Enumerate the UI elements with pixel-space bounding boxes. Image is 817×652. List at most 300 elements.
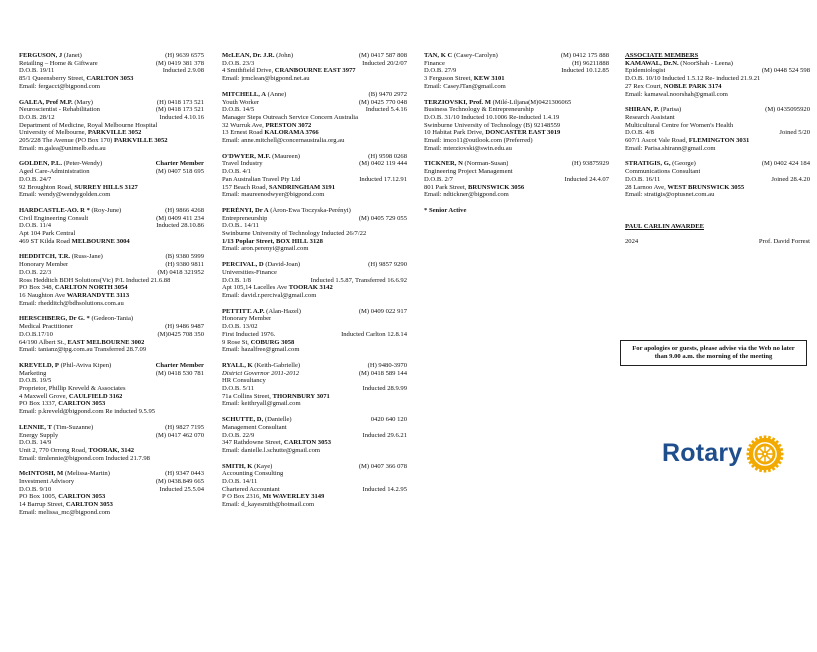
member-line-left xyxy=(222,439,331,447)
member-line-left xyxy=(222,106,254,114)
member-entry xyxy=(222,207,407,253)
member-partner: (Norman-Susan) xyxy=(464,160,509,168)
member-partner: (George) xyxy=(672,160,696,168)
member-line-text: 27 Rex Court, xyxy=(625,82,664,90)
member-entry xyxy=(19,99,204,153)
member-street: 16 Naughton Ave xyxy=(19,291,67,299)
member-header xyxy=(19,52,204,60)
member-email: Email: david.r.percival@gmail.com xyxy=(222,291,317,299)
member-line-text: Neuroscientist - Rehabilitation xyxy=(19,106,100,114)
member-header xyxy=(19,315,204,323)
member-address xyxy=(222,184,407,192)
member-line-right: Inducted 10.12.85 xyxy=(561,67,609,75)
member-line-text: D.O.B. 9/10 xyxy=(19,485,52,493)
member-line-left xyxy=(19,230,75,238)
member-phone: (M) 0407 366 078 xyxy=(358,462,407,470)
rotary-wordmark: Rotary xyxy=(662,439,743,468)
member-name: HEDDITCH, T.R. xyxy=(19,253,71,261)
member-line xyxy=(19,393,204,401)
member-header xyxy=(222,52,407,60)
member-email: Email: Parisa.shirann@gmail.com xyxy=(625,144,716,152)
member-phone: (B) 9470 2972 xyxy=(368,90,407,98)
member-address xyxy=(222,67,407,75)
member-street: 71a Collins Street, xyxy=(222,392,273,400)
member-name-wrap xyxy=(424,160,508,168)
member-line-text: D.O.B. 22/3 xyxy=(19,268,52,276)
member-email: Email: melissa_mc@bigpond.com xyxy=(19,508,111,516)
member-line xyxy=(222,176,407,184)
member-line-suburb: PARKVILLE 3052 xyxy=(87,129,142,137)
member-name: FERGUSON, J xyxy=(19,52,63,59)
member-phone: (M) 0402 424 184 xyxy=(761,160,810,168)
member-name-wrap xyxy=(625,106,681,114)
member-address xyxy=(19,292,204,300)
member-line-text: Marketing xyxy=(19,369,47,377)
member-street: 1/13 Poplar Street, xyxy=(222,237,276,245)
member-line-left xyxy=(222,284,333,292)
member-email: Email: timlennie@bigpond.com Inducted 21.7.98 xyxy=(19,454,150,462)
member-line-text: Accounting Consulting xyxy=(222,470,284,478)
member-line xyxy=(222,99,407,107)
member-suburb: COBURG 3058 xyxy=(250,338,295,346)
member-entry xyxy=(222,362,407,408)
member-partner: (Mary) xyxy=(74,98,94,106)
member-name-wrap xyxy=(625,160,696,168)
member-line-left xyxy=(19,168,90,176)
member-line xyxy=(19,60,204,68)
member-partner: (Anne) xyxy=(267,90,287,98)
member-partner: (Milé-Liljana(M)0421306065 xyxy=(492,98,572,106)
member-line-left xyxy=(222,493,324,501)
member-line-left xyxy=(222,432,254,440)
member-entry xyxy=(625,106,810,152)
member-phone: (H) 9857 9290 xyxy=(368,261,407,269)
member-line-text: D.O.B. 16/11 xyxy=(625,175,661,183)
member-line-left xyxy=(222,385,254,393)
member-line-right: (M) 0425 770 048 xyxy=(358,98,407,106)
member-email: Email: imco11@outlook.com (Preferred) xyxy=(424,137,533,145)
member-entry xyxy=(222,416,407,455)
member-line-left xyxy=(19,67,54,75)
member-line-left xyxy=(19,176,51,184)
member-line-text: Civil Engineering Consult xyxy=(19,214,89,222)
member-phone: (B) 9380 5999 xyxy=(165,253,204,261)
member-entry xyxy=(222,153,407,199)
member-line-right: Inducted 17.12.91 xyxy=(359,175,407,183)
member-line xyxy=(222,222,407,230)
member-line xyxy=(19,215,204,223)
member-line xyxy=(19,339,204,347)
member-street: 10 Habitat Park Drive, xyxy=(424,129,486,137)
member-line-left xyxy=(19,432,58,440)
member-line-text: Epidemiologist xyxy=(625,67,666,75)
member-email: Email: CaseyJTan@gmail.com xyxy=(424,82,506,90)
member-line-left xyxy=(424,168,513,176)
member-line-text: Energy Supply xyxy=(19,431,59,439)
member-line-text: Apt 105,14 Lacelles Ave xyxy=(222,284,289,292)
member-line xyxy=(424,67,609,75)
member-line-suburb: EAST MELBOURNE 3002 xyxy=(67,338,145,346)
member-line-suburb: TOORAK 3142 xyxy=(288,284,333,292)
member-partner: (Roy-June) xyxy=(91,206,122,214)
member-line-left xyxy=(222,424,287,432)
member-line-left xyxy=(19,122,157,130)
member-name: KREVELD, P xyxy=(19,361,59,369)
member-line-text: D.O.B. 27/9 xyxy=(424,67,457,75)
member-line xyxy=(19,277,204,285)
member-line-left xyxy=(19,215,88,223)
member-suburb: CARLTON 3053 xyxy=(58,400,106,408)
member-line-text: Research Assistant xyxy=(625,113,675,121)
member-line-right: Inducted 20/2/07 xyxy=(362,59,407,67)
member-name-wrap xyxy=(19,470,110,478)
member-line-text: Multicultural Centre for Women's Health xyxy=(625,121,734,129)
member-email: Email: d_kayesmith@hotmail.com xyxy=(222,501,315,509)
member-email: Email: rhedditch@bdhsolutions.com.au xyxy=(19,299,124,307)
member-line-right: (M) 0405 729 055 xyxy=(358,214,407,222)
member-line xyxy=(222,470,407,478)
member-line-left xyxy=(222,99,259,107)
member-line xyxy=(19,269,204,277)
member-address xyxy=(424,75,609,83)
member-line-left xyxy=(424,122,560,130)
member-line xyxy=(19,176,204,184)
member-entry xyxy=(625,60,810,99)
member-email: Email: keithryall@gmail.com xyxy=(222,400,301,408)
member-line-text: D.O.B. 28/12 xyxy=(19,113,55,121)
member-address xyxy=(19,184,204,192)
member-line xyxy=(625,168,810,176)
member-line-text: PO Box 348, xyxy=(19,284,55,292)
member-line-right: Inducted 24.4.07 xyxy=(564,175,609,183)
member-name-wrap xyxy=(222,416,292,424)
member-line-left xyxy=(19,331,53,339)
member-line-left xyxy=(424,114,559,122)
member-name: KAMAWAL, Dr.N. xyxy=(625,59,679,67)
member-partner: (Alan-Hazel) xyxy=(266,307,301,315)
member-line-text: Honorary Member xyxy=(222,315,272,323)
member-line xyxy=(424,114,609,122)
member-line xyxy=(222,377,407,385)
member-name: STRATIGIS, G, xyxy=(625,160,671,168)
member-line-text: 64/190 Albert St., xyxy=(19,338,68,346)
member-line-suburb: PRESTON 3072 xyxy=(265,121,312,129)
member-line xyxy=(424,168,609,176)
member-line xyxy=(625,75,810,83)
member-line-text: Engineering Project Management xyxy=(424,168,513,176)
member-line xyxy=(222,486,407,494)
member-line-left xyxy=(424,60,445,68)
member-line-text: Chartered Accountant xyxy=(222,485,280,493)
member-line xyxy=(625,129,810,137)
member-line-left xyxy=(222,122,311,130)
member-line-text: D.O.B. 14/5 xyxy=(222,106,255,114)
member-partner: (Melissa-Martin) xyxy=(64,470,110,478)
member-line-text: Communications Consultant xyxy=(625,168,701,176)
member-entry xyxy=(222,91,407,145)
member-name-wrap xyxy=(222,463,272,471)
member-line-text: D.O.B. 24/7 xyxy=(19,175,52,183)
member-header xyxy=(19,99,204,107)
member-line-text: D.O.B. 2/7 xyxy=(424,175,453,183)
member-line-text: District Governor 2011-2012 xyxy=(222,369,300,377)
member-line-text: Proprietor, Phillip Kreveld & Associates xyxy=(19,385,126,393)
member-header xyxy=(19,160,204,168)
member-line xyxy=(19,129,204,137)
member-suburb: CARLTON 3053 xyxy=(86,75,134,83)
member-street: 85/1 Queensberry Street, xyxy=(19,75,87,83)
member-line-text: D.O.B. 23/3 xyxy=(222,59,255,67)
member-partner: (Janet) xyxy=(63,52,82,59)
member-suburb: KEW 3101 xyxy=(473,75,505,83)
member-line-text: Pan Australian Travel Pty Ltd xyxy=(222,175,301,183)
member-line xyxy=(222,432,407,440)
member-line-left xyxy=(222,160,263,168)
member-line xyxy=(222,168,407,176)
rotary-logo xyxy=(662,435,784,473)
member-line xyxy=(19,377,204,385)
member-line-left xyxy=(222,486,280,494)
member-line-right: (M) 0409 411 234 xyxy=(156,214,204,222)
member-phone: (H) 93875929 xyxy=(571,160,609,168)
member-suburb: CARLTON 3053 xyxy=(65,501,113,509)
member-suburb: CRANBOURNE EAST 3977 xyxy=(274,67,356,75)
member-suburb: WARRANDYTE 3113 xyxy=(66,291,130,299)
member-line xyxy=(222,122,407,130)
member-line-right: Inducted 25.5.04 xyxy=(159,485,204,493)
member-line xyxy=(19,439,204,447)
member-phone: Charter Member xyxy=(155,160,204,168)
member-line xyxy=(19,168,204,176)
member-header xyxy=(222,362,407,370)
member-line-right: (M) 0418 173 521 xyxy=(155,106,204,114)
member-phone: (H) 0418 173 521 xyxy=(156,98,204,106)
member-line-left xyxy=(19,129,141,137)
member-line-text: D.O.B.17/10 xyxy=(19,330,53,338)
member-name-wrap xyxy=(222,52,293,60)
member-line-left xyxy=(222,230,366,238)
member-entry xyxy=(19,207,204,246)
member-partner: (Maureen) xyxy=(272,152,300,160)
member-line xyxy=(625,122,810,130)
member-line-text: D.O.B. 13/02 xyxy=(222,323,258,331)
member-entry xyxy=(222,261,407,300)
member-partner: (Casey-Carolyn) xyxy=(453,52,498,59)
member-suburb: BOX HILL 3128 xyxy=(275,237,323,245)
member-line xyxy=(625,83,810,91)
member-suburb: DONCASTER EAST 3019 xyxy=(485,129,561,137)
member-line xyxy=(222,277,407,285)
member-line-text: Investment Advisory xyxy=(19,478,75,486)
member-line-text: D.O.B. 11/4 xyxy=(19,222,51,230)
member-line xyxy=(222,114,407,122)
member-name: O'DWYER, M.F. xyxy=(222,152,271,160)
member-line-left xyxy=(625,137,749,145)
member-line xyxy=(19,493,204,501)
member-name: McINTOSH, M xyxy=(19,470,64,478)
member-name-wrap xyxy=(222,362,300,370)
member-line-right: (M) 0438.849 665 xyxy=(155,478,204,486)
member-line-text: D.O.B. 14/9 xyxy=(19,439,52,447)
member-name-wrap xyxy=(19,160,102,168)
member-line-left xyxy=(424,67,456,75)
member-line-right: Joined 5/20 xyxy=(779,129,810,137)
awardee-heading: PAUL CARLIN AWARDEE xyxy=(625,222,705,230)
member-header xyxy=(625,106,810,114)
member-name-wrap xyxy=(19,99,93,107)
member-name-wrap xyxy=(222,207,351,215)
member-line-text: First Inducted 1976. xyxy=(222,330,276,338)
member-entry xyxy=(222,308,407,354)
member-name-wrap xyxy=(424,99,571,107)
member-email: Email: mterziovski@swin.edu.au xyxy=(424,144,512,152)
member-line-right: (M) 0407 518 695 xyxy=(155,168,204,176)
member-line-left xyxy=(625,122,733,130)
member-line-right: (M) 0418 530 781 xyxy=(155,369,204,377)
member-street: Unit 2, 770 Orrong Road, xyxy=(19,446,89,454)
member-header xyxy=(424,52,609,60)
member-line-left xyxy=(424,106,534,114)
member-line xyxy=(222,370,407,378)
member-line-left xyxy=(19,277,170,285)
member-line-left xyxy=(19,385,126,393)
member-header xyxy=(222,416,407,424)
member-line-text: 32 Wurruk Ave, xyxy=(222,121,266,129)
member-address xyxy=(222,238,407,246)
member-email: Email: tanianz@tpg.com.au Transferred 28.7.09 xyxy=(19,346,147,354)
member-line xyxy=(222,315,407,323)
member-line-right: (M) 0418 589 144 xyxy=(358,369,407,377)
member-line-right: (M) 0419 381 378 xyxy=(155,59,204,67)
member-email: Email: maureenodwyer@bigpond.com xyxy=(222,191,325,199)
member-name-wrap xyxy=(222,261,300,269)
member-line-text: Aged Care-Administration xyxy=(19,168,90,176)
member-header xyxy=(424,160,609,168)
member-line-text: D.O.B. 4/1 xyxy=(222,168,251,176)
member-line xyxy=(19,432,204,440)
member-line-right: (M)0425 708 350 xyxy=(157,330,204,338)
member-suburb: BRUNSWICK 3056 xyxy=(467,183,525,191)
member-name-wrap xyxy=(19,424,93,432)
member-line-left xyxy=(625,176,660,184)
member-phone: (H) 9639 6575 xyxy=(165,52,204,59)
member-partner: (Russ-Jane) xyxy=(71,253,103,261)
member-partner: (Danielle) xyxy=(264,416,292,424)
member-suburb: TOORAK, 3142 xyxy=(88,446,135,454)
member-header xyxy=(222,463,407,471)
member-line-left xyxy=(222,277,251,285)
member-line xyxy=(625,184,810,192)
member-address xyxy=(222,339,407,347)
member-line-suburb: NOBLE PARK 3174 xyxy=(663,82,722,90)
member-line xyxy=(19,385,204,393)
member-name: PERCIVAL, D xyxy=(222,261,264,269)
member-header xyxy=(222,153,407,161)
member-street: 157 Beach Road, xyxy=(222,183,269,191)
member-line-text: Youth Worker xyxy=(222,98,259,106)
member-line-right: Inducted 29.6.21 xyxy=(362,431,407,439)
member-line-suburb: CARLTON 3053 xyxy=(283,439,331,447)
member-street: 3 Ferguson Street, xyxy=(424,75,474,83)
member-line xyxy=(625,137,810,145)
member-line-left xyxy=(222,370,299,378)
member-line-left xyxy=(222,114,358,122)
member-line-suburb: CAULFIELD 3162 xyxy=(68,392,123,400)
member-line xyxy=(19,331,204,339)
member-address xyxy=(19,501,204,509)
member-line-left xyxy=(19,114,55,122)
member-line-text: HR Consultancy xyxy=(222,377,266,385)
member-line-text: PO Box 1005, xyxy=(19,493,59,501)
member-name-wrap xyxy=(19,207,121,215)
member-line-right: (M) 0418 321952 xyxy=(157,268,204,276)
member-line xyxy=(19,478,204,486)
member-line-text: University of Melbourne, xyxy=(19,129,88,137)
member-line-text: D.O.B. 10/10 Inducted 1.5.12 Re- inducted 21.9.21 xyxy=(625,75,761,83)
member-line-left xyxy=(625,184,744,192)
member-line-text: D.O.B. 19/5 xyxy=(19,377,52,385)
member-header xyxy=(222,207,407,215)
member-line-left xyxy=(19,439,51,447)
member-partner: (Parisa) xyxy=(660,106,682,114)
member-line xyxy=(222,478,407,486)
member-line-left xyxy=(625,114,675,122)
apologies-notice: For apologies or guests, please advise via the Web no later than 9.00 a.m. the morning of the meeting xyxy=(620,340,807,366)
member-line xyxy=(19,222,204,230)
member-line-left xyxy=(19,493,105,501)
member-header xyxy=(222,261,407,269)
member-line-text: Finance xyxy=(424,59,445,67)
member-line xyxy=(222,439,407,447)
member-street: 92 Broughton Road, xyxy=(19,183,75,191)
associate-members-heading: ASSOCIATE MEMBERS xyxy=(625,52,699,59)
member-line-left xyxy=(19,261,68,269)
member-line xyxy=(424,176,609,184)
member-line-right: (H) 96211888 xyxy=(572,59,609,67)
member-name: RYALL, K xyxy=(222,361,253,369)
member-address xyxy=(19,400,204,408)
member-address xyxy=(222,129,407,137)
member-line-left xyxy=(19,478,74,486)
member-name: SHIRAN, P. xyxy=(625,106,660,114)
member-name: LENNIE, T xyxy=(19,423,52,431)
member-line-left xyxy=(19,284,128,292)
member-line-text: 28 Larnoo Ave, xyxy=(625,183,668,191)
member-line xyxy=(424,60,609,68)
member-address xyxy=(19,137,204,145)
member-line xyxy=(19,122,204,130)
member-line-right: Inducted 14.2.95 xyxy=(362,485,407,493)
member-partner: (David-Joan) xyxy=(265,261,301,269)
member-line-suburb: FLEMINGTON 3031 xyxy=(688,137,750,145)
member-line-text: 607/1 Ascot Vale Road, xyxy=(625,137,689,145)
member-line-text: Department of Medicine, Royal Melbourne Hospital xyxy=(19,121,158,129)
member-line-suburb: CARLTON 3053 xyxy=(58,493,106,501)
awardee-name: Prof. David Forrest xyxy=(758,237,810,245)
member-line-right: Inducted 1.5.87, Transferred 16.6.92 xyxy=(310,276,407,284)
member-line-left xyxy=(625,168,700,176)
member-name-wrap xyxy=(19,52,82,60)
member-line-suburb: CARLTON NORTH 3054 xyxy=(54,284,128,292)
member-email: Email: ndtickner@bigpond.com xyxy=(424,191,509,199)
member-phone: (H) 9866 4268 xyxy=(165,206,204,214)
member-line-text: D.O.B. 31/10 Inducted 10.1006 Re-inducted 1.4.19 xyxy=(424,113,560,121)
member-partner: (Gedeon-Tania) xyxy=(91,315,134,323)
member-suburb: KALORAMA 3766 xyxy=(264,129,319,137)
awardee-year: 2024 xyxy=(625,237,639,245)
member-suburb: SANDRINGHAM 3191 xyxy=(268,183,336,191)
member-address xyxy=(19,238,204,246)
